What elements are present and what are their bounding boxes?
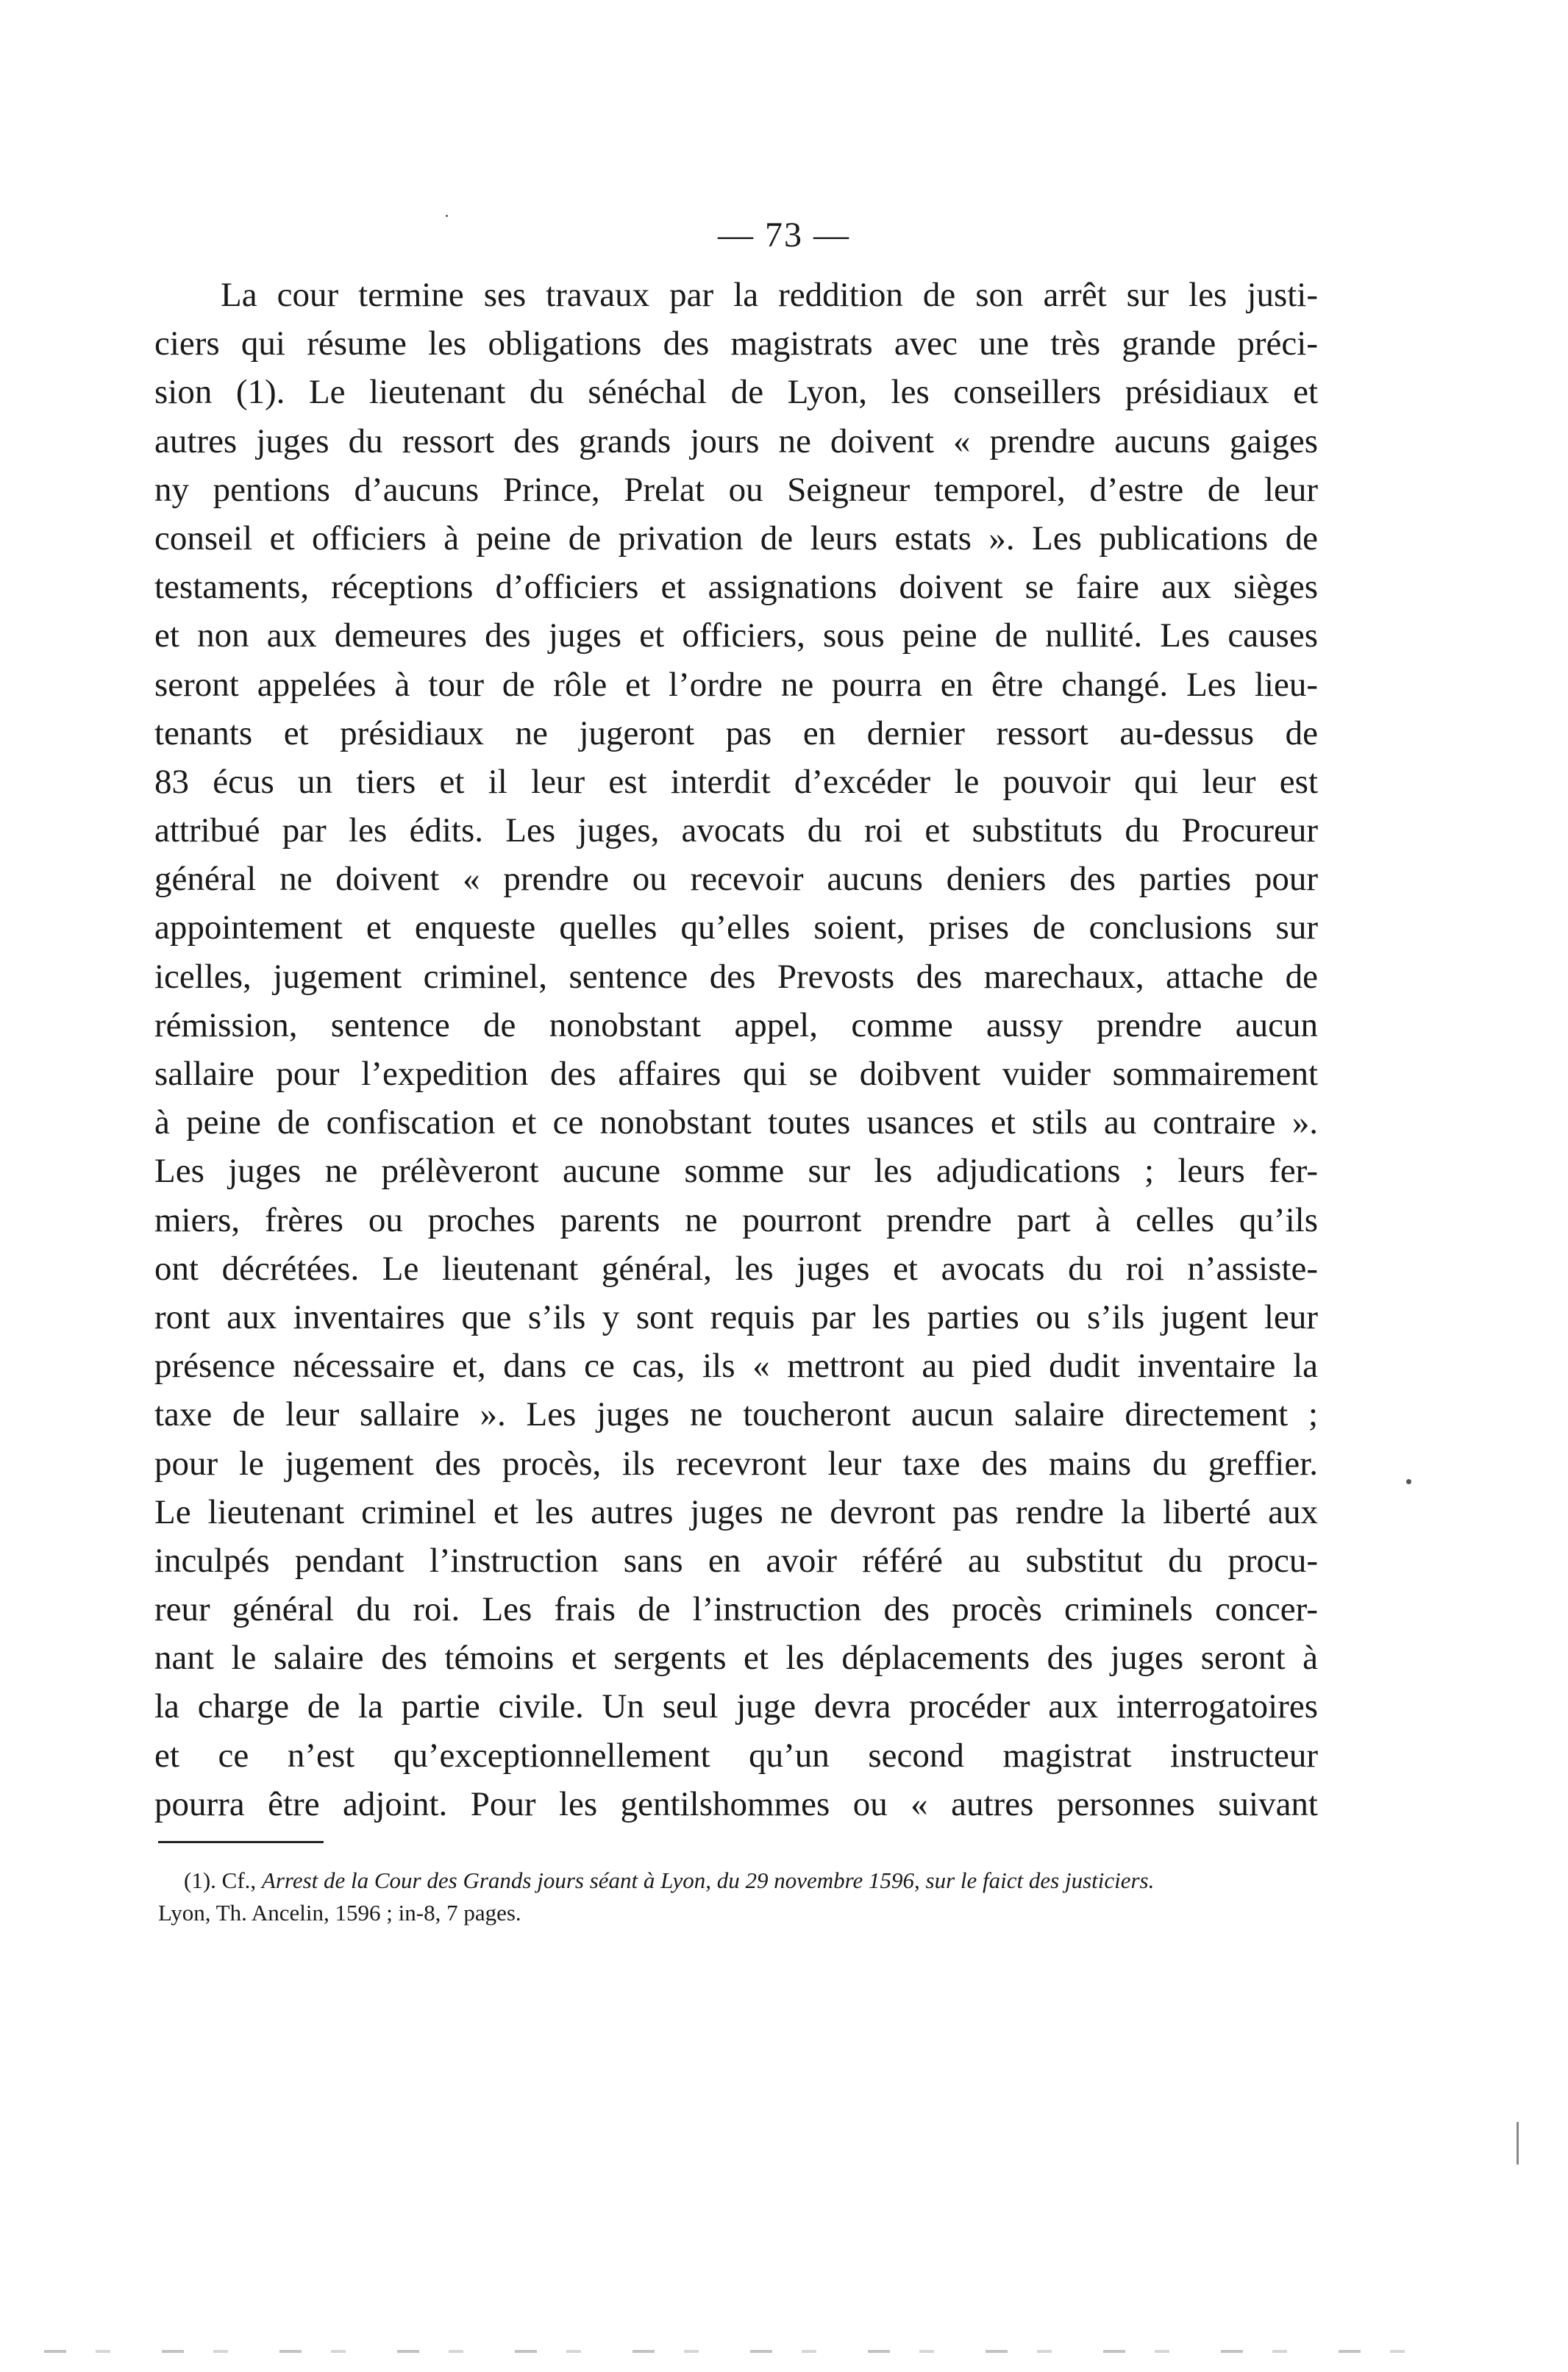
body-line: sion (1). Le lieutenant du sénéchal de Lyon, les conseillers présidiaux et: [154, 373, 1318, 412]
body-line: nant le salaire des témoins et sergents et les déplacements des juges seront à: [154, 1639, 1318, 1678]
body-line: taxe de leur sallaire ». Les juges ne toucheront aucun salaire directement ;: [154, 1395, 1318, 1434]
body-line: seront appelées à tour de rôle et l’ordre ne pourra en être changé. Les lieu-: [154, 665, 1318, 704]
body-line: à peine de confiscation et ce nonobstant toutes usances et stils au contraire ».: [154, 1103, 1318, 1142]
body-line: présence nécessaire et, dans ce cas, ils « mettront au pied dudit inventaire la: [154, 1347, 1318, 1386]
scan-edge-mark: [1517, 2122, 1519, 2165]
footnote-line: Lyon, Th. Ancelin, 1596 ; in-8, 7 pages.: [158, 1900, 521, 1926]
body-line: et ce n’est qu’exceptionnellement qu’un second magistrat instructeur: [154, 1736, 1318, 1775]
body-line: attribué par les édits. Les juges, avocats du roi et substituts du Procureur: [154, 811, 1318, 850]
body-line: inculpés pendant l’instruction sans en avoir référé au substitut du procu-: [154, 1541, 1318, 1580]
body-line: 83 écus un tiers et il leur est interdit d’excéder le pouvoir qui leur est: [154, 762, 1318, 801]
body-line: sallaire pour l’expedition des affaires qui se doibvent vuider sommairement: [154, 1055, 1318, 1093]
footnote: [158, 1865, 1318, 1929]
footnote-line: [158, 1865, 1318, 1897]
page-number: — 73 —: [718, 216, 850, 254]
body-line: icelles, jugement criminel, sentence des Prevosts des marechaux, attache de: [154, 957, 1318, 996]
body-line: ny pentions d’aucuns Prince, Prelat ou Seigneur temporel, d’estre de leur: [154, 470, 1318, 509]
body-line: général ne doivent « prendre ou recevoir aucuns deniers des parties pour: [154, 860, 1318, 899]
body-line: et non aux demeures des juges et officiers, sous peine de nullité. Les causes: [154, 616, 1318, 655]
scan-speck: [1406, 1479, 1411, 1484]
footnote-marker: (1). Cf.,: [184, 1867, 262, 1893]
body-line: ont décrétées. Le lieutenant général, les juges et avocats du roi n’assiste-: [154, 1249, 1318, 1288]
body-line: Les juges ne prélèveront aucune somme sur les adjudications ; leurs fer-: [154, 1152, 1318, 1191]
body-text: [154, 271, 1318, 1828]
body-line: ront aux inventaires que s’ils y sont requis par les parties ou s’ils jugent leur: [154, 1297, 1318, 1336]
body-line: ciers qui résume les obligations des magistrats avec une très grande préci-: [154, 324, 1318, 363]
body-line: rémission, sentence de nonobstant appel, comme aussy prendre aucun: [154, 1005, 1318, 1044]
body-line: conseil et officiers à peine de privation de leurs estats ». Les publications de: [154, 519, 1318, 558]
body-line: Le lieutenant criminel et les autres juges ne devront pas rendre la liberté aux: [154, 1492, 1318, 1531]
scan-bottom-noise: [44, 2350, 1442, 2353]
body-line: tenants et présidiaux ne jugeront pas en dernier ressort au-dessus de: [154, 713, 1318, 752]
footnote-title: Arrest de la Cour des Grands jours séant à Lyon, du 29 novembre 1596, sur le faict des justiciers.: [261, 1867, 1155, 1893]
body-line: testaments, réceptions d’officiers et assignations doivent se faire aux sièges: [154, 568, 1318, 607]
body-line: reur général du roi. Les frais de l’instruction des procès criminels concer-: [154, 1590, 1318, 1629]
body-line: La cour termine ses travaux par la reddition de son arrêt sur les justi-: [221, 276, 1318, 314]
body-line: la charge de la partie civile. Un seul juge devra procéder aux interrogatoires: [154, 1687, 1318, 1726]
body-line: miers, frères ou proches parents ne pourront prendre part à celles qu’ils: [154, 1200, 1318, 1239]
body-line: appointement et enqueste quelles qu’elles soient, prises de conclusions sur: [154, 908, 1318, 947]
body-line: autres juges du ressort des grands jours ne doivent « prendre aucuns gaiges: [154, 421, 1318, 460]
footnote-rule: [158, 1841, 324, 1843]
body-line: pour le jugement des procès, ils recevront leur taxe des mains du greffier.: [154, 1444, 1318, 1483]
body-line: pourra être adjoint. Pour les gentilshommes ou « autres personnes suivant: [154, 1784, 1318, 1823]
scan-speck: [446, 215, 448, 217]
